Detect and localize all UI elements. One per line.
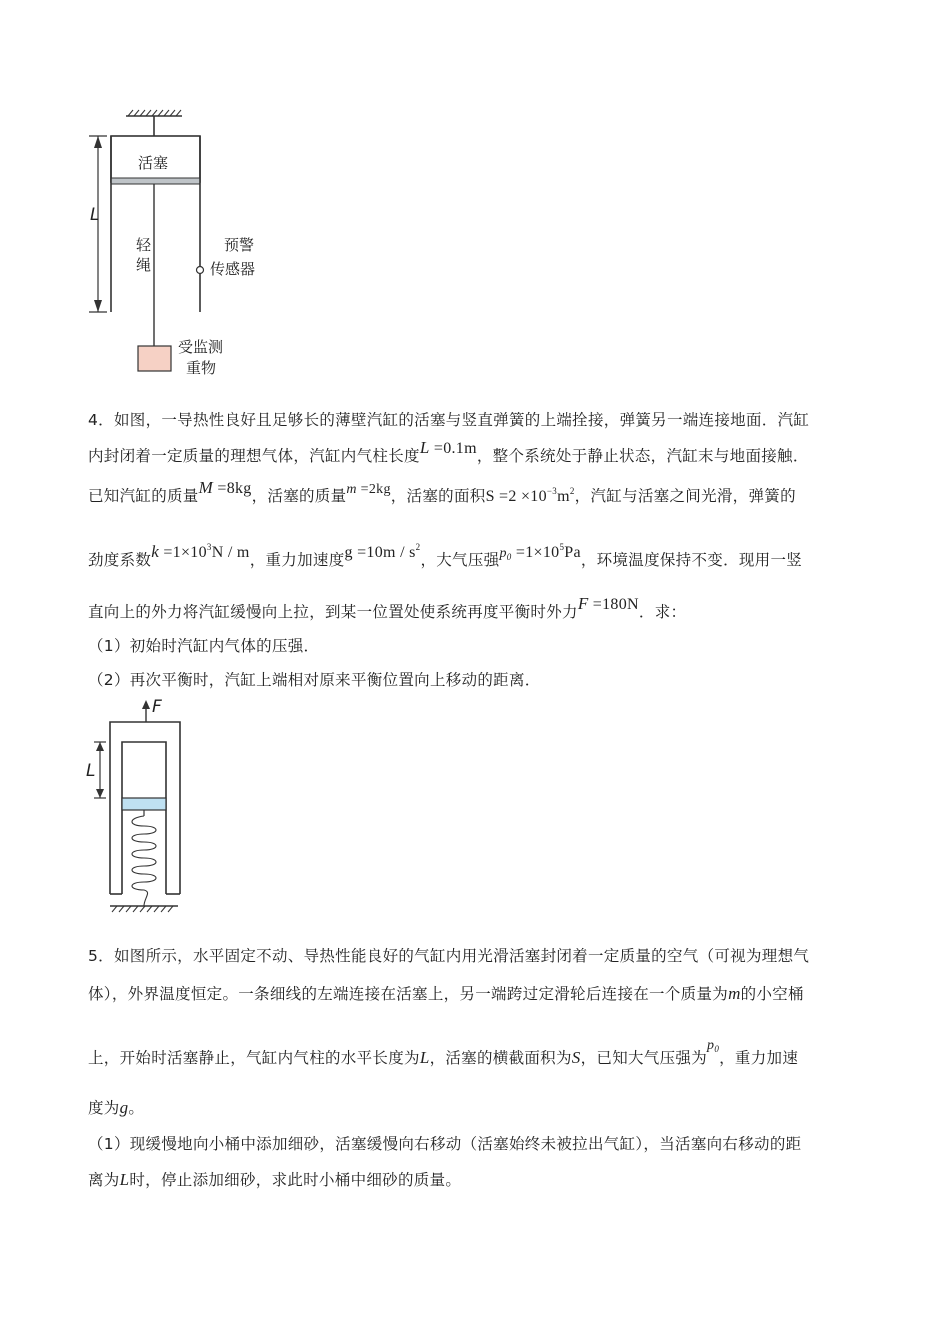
q4-L-value: =0.1m bbox=[429, 440, 477, 457]
q4-text-1: 如图，一导热性良好且足够长的薄壁汽缸的活塞与竖直弹簧的上端拴接，弹簧另一端连接地面．汽缸 bbox=[113, 411, 810, 429]
q4-g-exponent: 2 bbox=[415, 542, 421, 552]
q4-k-value: =1×10 bbox=[159, 544, 207, 561]
q4-line-2 bbox=[88, 438, 809, 466]
q4-p0-symbol: p bbox=[499, 546, 507, 561]
weight-label-2: 重物 bbox=[186, 359, 217, 377]
figure-piston-sensor bbox=[78, 108, 278, 380]
rope-label-1: 轻 bbox=[136, 236, 152, 254]
piston-label: 活塞 bbox=[138, 154, 169, 172]
q4-text-4d: ，环境温度保持不变．现用一竖 bbox=[580, 551, 803, 569]
q5-text-1: 如图所示，水平固定不动、导热性能良好的气缸内用光滑活塞封闭着一定质量的空气（可视为理想气 bbox=[113, 947, 810, 965]
q4-k-symbol: k bbox=[151, 542, 160, 561]
q4-S-unit-exponent: 2 bbox=[569, 486, 575, 496]
q4-line-3 bbox=[88, 478, 796, 506]
q5-p0-subscript: 0 bbox=[714, 1044, 720, 1054]
q5-sub-1-L-symbol: L bbox=[119, 1170, 130, 1189]
q4-p0-exponent: 5 bbox=[559, 542, 565, 552]
q5-text-4b: 。 bbox=[128, 1099, 145, 1117]
q5-sub-1-line-2 bbox=[88, 1168, 461, 1190]
q5-p0-symbol: p bbox=[707, 1038, 715, 1053]
q5-m-symbol: m bbox=[728, 984, 741, 1003]
q4-F-value: =180N bbox=[588, 596, 639, 613]
q4-g-value: g =10m / s bbox=[344, 544, 416, 561]
figure-cylinder-spring bbox=[82, 698, 192, 916]
q4-text-4c: ，大气压强 bbox=[420, 551, 500, 569]
q4-text-3a: 已知汽缸的质量 bbox=[88, 487, 199, 505]
q4-text-5a: 直向上的外力将汽缸缓慢向上拉，到某一位置处使系统再度平衡时外力 bbox=[88, 603, 578, 621]
q5-sub-1-text-a: 离为 bbox=[88, 1171, 120, 1189]
q5-S-symbol: S bbox=[571, 1048, 581, 1067]
q5-line-1 bbox=[88, 944, 809, 966]
q4-F-symbol: F bbox=[577, 594, 589, 613]
q4-text-2a: 内封闭着一定质量的理想气体，汽缸内气柱长度 bbox=[88, 447, 420, 465]
q5-text-3a: 上，开始时活塞静止，气缸内气柱的水平长度为 bbox=[88, 1049, 420, 1067]
q4-text-2b: ，整个系统处于静止状态，汽缸末与地面接触． bbox=[476, 447, 809, 465]
piston bbox=[122, 798, 166, 810]
q5-L-symbol: L bbox=[419, 1048, 430, 1067]
monitored-weight bbox=[138, 346, 171, 371]
length-label-fig2: L bbox=[86, 761, 96, 781]
q4-m-symbol: m bbox=[346, 482, 357, 497]
q4-p0-unit: Pa bbox=[564, 544, 581, 561]
q5-text-3d: ，重力加速 bbox=[719, 1049, 799, 1067]
q4-p0-value: =1×10 bbox=[511, 544, 560, 561]
q4-L-symbol: L bbox=[419, 438, 430, 457]
q5-text-3b: ，活塞的横截面积为 bbox=[429, 1049, 572, 1067]
q4-k-unit: N / m bbox=[211, 544, 250, 561]
spring bbox=[132, 816, 156, 906]
q4-M-symbol: M bbox=[198, 478, 214, 497]
sensor-dot bbox=[197, 267, 204, 274]
q4-number: 4． bbox=[88, 411, 114, 429]
sensor-label-1: 预警 bbox=[224, 236, 255, 254]
q5-text-2a: 体），外界温度恒定。一条细线的左端连接在活塞上，另一端跨过定滑轮后连接在一个质量为 bbox=[88, 985, 729, 1003]
force-label: F bbox=[152, 698, 162, 717]
q5-sub-1-text-b: 时，停止添加细砂，求此时小桶中细砂的质量。 bbox=[129, 1171, 462, 1189]
q4-m-value: =2kg bbox=[356, 482, 391, 497]
rope-label-2: 绳 bbox=[136, 256, 152, 274]
q5-g-symbol: g bbox=[119, 1098, 129, 1117]
q4-text-3c: ，活塞的面积 bbox=[390, 487, 486, 505]
q4-text-3d: ，汽缸与活塞之间光滑，弹簧的 bbox=[574, 487, 796, 505]
q5-sub-1-line-1: （1）现缓慢地向小桶中添加细砂，活塞缓慢向右移动（活塞始终未被拉出气缸），当活塞向右移动的距 bbox=[88, 1135, 802, 1153]
q4-line-1 bbox=[88, 408, 809, 430]
q5-text-3c: ，已知大气压强为 bbox=[580, 1049, 707, 1067]
q4-S-unit: m bbox=[557, 488, 570, 505]
q4-sub-1: （1）初始时汽缸内气体的压强． bbox=[88, 637, 320, 655]
q4-M-value: =8kg bbox=[213, 480, 252, 497]
q5-text-4a: 度为 bbox=[88, 1099, 120, 1117]
q4-text-5b: ．求： bbox=[638, 603, 687, 621]
q4-line-5 bbox=[88, 594, 687, 622]
q4-sub-2: （2）再次平衡时，汽缸上端相对原来平衡位置向上移动的距离． bbox=[88, 671, 541, 689]
q4-k-exponent: 3 bbox=[206, 542, 212, 552]
q5-line-3 bbox=[88, 1038, 799, 1068]
length-label: L bbox=[90, 205, 100, 225]
q4-S-exponent: −3 bbox=[546, 486, 558, 496]
q4-p0-subscript: 0 bbox=[506, 552, 512, 562]
q5-number: 5． bbox=[88, 947, 114, 965]
q5-text-2b: 的小空桶 bbox=[740, 985, 804, 1003]
q4-text-3b: ，活塞的质量 bbox=[251, 487, 347, 505]
q5-line-4 bbox=[88, 1096, 144, 1118]
q4-line-4 bbox=[88, 542, 803, 570]
q4-text-4a: 劲度系数 bbox=[88, 551, 152, 569]
weight-label-1: 受监测 bbox=[178, 338, 224, 356]
q4-S-value: S =2 ×10 bbox=[485, 488, 547, 505]
q5-line-2 bbox=[88, 982, 804, 1004]
q4-text-4b: ，重力加速度 bbox=[249, 551, 345, 569]
sensor-label-2: 传感器 bbox=[210, 260, 256, 278]
